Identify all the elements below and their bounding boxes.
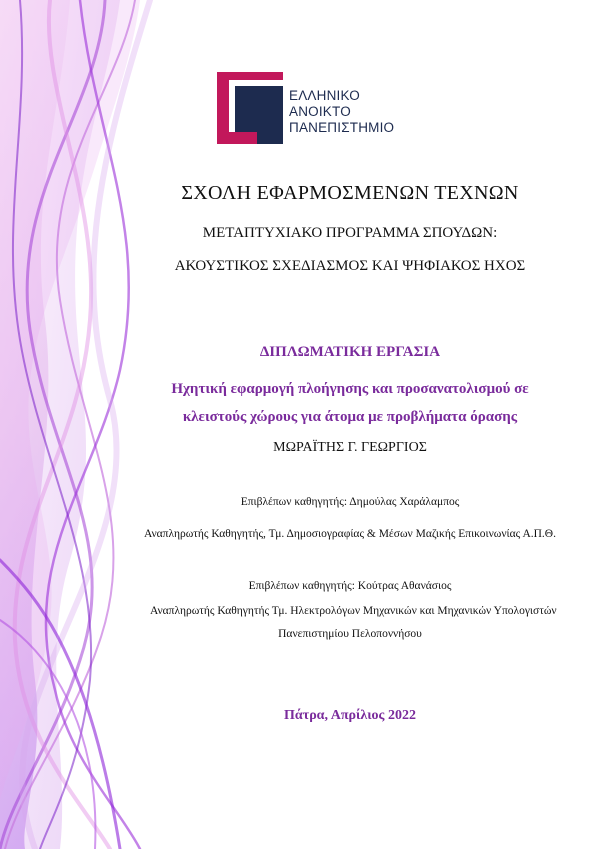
thesis-label: ΔΙΠΛΩΜΑΤΙΚΗ ΕΡΓΑΣΙΑ: [259, 344, 441, 360]
logo-line-2: ΑΝΟΙΚΤΟ: [289, 104, 351, 119]
university-logo: [217, 72, 407, 144]
school-name: ΣΧΟΛΗ ΕΦΑΡΜΟΣΜΕΝΩΝ ΤΕΧΝΩΝ: [181, 182, 519, 204]
thesis-title-line-1: Ηχητική εφαρμογή πλοήγησης και προσανατολισμού σε: [171, 381, 529, 397]
supervisor-2-university: Πανεπιστημίου Πελοποννήσου: [278, 628, 422, 640]
thesis-title-line-2: κλειστούς χώρους για άτομα με προβλήματα όρασης: [182, 409, 518, 425]
logo-line-1: ΕΛΛΗΝΙΚΟ: [289, 88, 360, 103]
university-logo-mark: [217, 72, 287, 144]
supervisor-1-affiliation: Αναπληρωτής Καθηγητής, Τμ. Δημοσιογραφίας & Μέσων Μαζικής Επικοινωνίας Α.Π.Θ.: [144, 528, 556, 540]
program-name: ΑΚΟΥΣΤΙΚΟΣ ΣΧΕΔΙΑΣΜΟΣ ΚΑΙ ΨΗΦΙΑΚΟΣ ΗΧΟΣ: [174, 258, 526, 274]
supervisor-2-affiliation: Αναπληρωτής Καθηγητής Τμ. Ηλεκτρολόγων Μηχανικών και Μηχανικών Υπολογιστών: [150, 605, 557, 617]
place-and-date: Πάτρα, Απρίλιος 2022: [284, 708, 416, 723]
author-name: ΜΩΡΑΪΤΗΣ Γ. ΓΕΩΡΓΙΟΣ: [273, 440, 427, 455]
logo-line-3: ΠΑΝΕΠΙΣΤΗΜΙΟ: [289, 120, 395, 135]
supervisor-1-name: Επιβλέπων καθηγητής: Δημούλας Χαράλαμπος: [240, 496, 460, 508]
university-logo-text: [289, 88, 394, 136]
supervisor-2-name: Επιβλέπων καθηγητής: Κούτρας Αθανάσιος: [248, 580, 452, 592]
program-heading: ΜΕΤΑΠΤΥΧΙΑΚΟ ΠΡΟΓΡΑΜΜΑ ΣΠΟΥΔΩΝ:: [202, 225, 498, 241]
